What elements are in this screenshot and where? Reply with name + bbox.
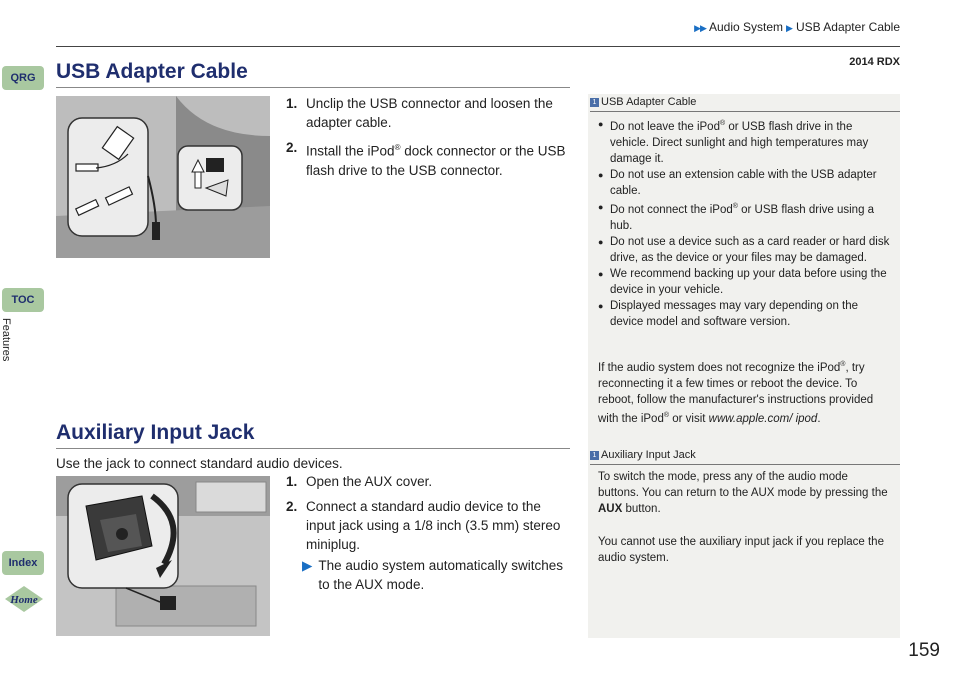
aux-steps (286, 472, 572, 600)
step-text: Open the AUX cover. (306, 474, 433, 489)
step-text: Unclip the USB connector and loosen the adapter cable. (306, 96, 553, 130)
breadcrumb-audio-system[interactable]: Audio System (708, 20, 784, 34)
page-number: 159 (908, 640, 940, 661)
usb-title-underline (56, 87, 570, 88)
usb-connector-photo (56, 96, 270, 258)
usb-step-2 (286, 138, 572, 180)
index-tab[interactable]: Index (2, 551, 44, 575)
note-bullet: ● Do not use an extension cable with the USB adapter cable. (598, 167, 892, 199)
aux-step-2 (286, 497, 572, 554)
aux-intro: Use the jack to connect standard audio devices. (56, 456, 343, 471)
note-bullet: ● We recommend backing up your data before using the device in your vehicle. (598, 266, 892, 298)
breadcrumb (694, 20, 900, 34)
header-divider (56, 46, 900, 47)
note-bullet: ● Do not leave the iPod® or USB flash drive in the vehicle. Direct sunlight and high temperatures may damage it. (598, 116, 892, 167)
step-number: 1. (286, 474, 298, 489)
aux-note-title: 1 Auxiliary Input Jack (590, 449, 696, 461)
step-number: 1. (286, 96, 298, 111)
usb-note-title: 1 USB Adapter Cable (590, 96, 696, 108)
home-label: Home (10, 594, 38, 606)
aux-title-underline (56, 448, 570, 449)
qrg-tab[interactable]: QRG (2, 66, 44, 90)
note-icon: 1 (590, 451, 599, 460)
aux-note-paragraph-2: You cannot use the auxiliary input jack if you replace the audio system. (598, 536, 884, 564)
usb-section-title: USB Adapter Cable (56, 60, 248, 83)
usb-step-1 (286, 94, 572, 132)
breadcrumb-arrow-icon: ▶▶ (694, 23, 706, 33)
home-button[interactable] (4, 585, 44, 613)
usb-steps (286, 94, 572, 186)
substep-arrow-icon: ▶ (302, 558, 313, 573)
aux-substep (302, 556, 572, 594)
note-bullet: ● Do not connect the iPod® or USB flash drive using a hub. (598, 199, 892, 234)
note-bullet: ● Displayed messages may vary depending on the device model and software version. (598, 298, 892, 330)
section-label: Features (0, 318, 12, 362)
note-divider (590, 111, 900, 112)
toc-tab[interactable]: TOC (2, 288, 44, 312)
aux-note-paragraph-1: To switch the mode, press any of the audio mode buttons. You can return to the AUX mode by pressing the AUX button. (598, 471, 888, 515)
home-icon (4, 585, 44, 613)
step-number: 2. (286, 499, 298, 514)
breadcrumb-arrow-icon: ▶ (786, 23, 793, 33)
usb-note-paragraph: If the audio system does not recognize the iPod®, try reconnecting it a few times or reboot the device. To reboot, follow the manufacturer's instructions provided with the iPod® or visit www.apple.com/ ipod. (598, 361, 874, 425)
aux-section-title: Auxiliary Input Jack (56, 421, 255, 444)
note-bullet: ● Do not use a device such as a card reader or hard disk drive, as the device or your files may be damaged. (598, 234, 892, 266)
note-icon: 1 (590, 98, 599, 107)
model-label: 2014 RDX (849, 56, 900, 68)
usb-note-bullets (598, 116, 892, 330)
step-text: Install the iPod® dock connector or the USB flash drive to the USB connector. (306, 143, 566, 178)
apple-link[interactable]: www.apple.com/ ipod (708, 412, 818, 425)
note-divider (590, 464, 900, 465)
aux-step-1 (286, 472, 572, 491)
breadcrumb-usb-adapter[interactable]: USB Adapter Cable (795, 20, 900, 34)
aux-jack-photo (56, 476, 270, 636)
step-number: 2. (286, 140, 298, 155)
substep-text: The audio system automatically switches to the AUX mode. (318, 558, 563, 592)
step-text: Connect a standard audio device to the input jack using a 1/8 inch (3.5 mm) stereo miniplug. (306, 499, 561, 552)
